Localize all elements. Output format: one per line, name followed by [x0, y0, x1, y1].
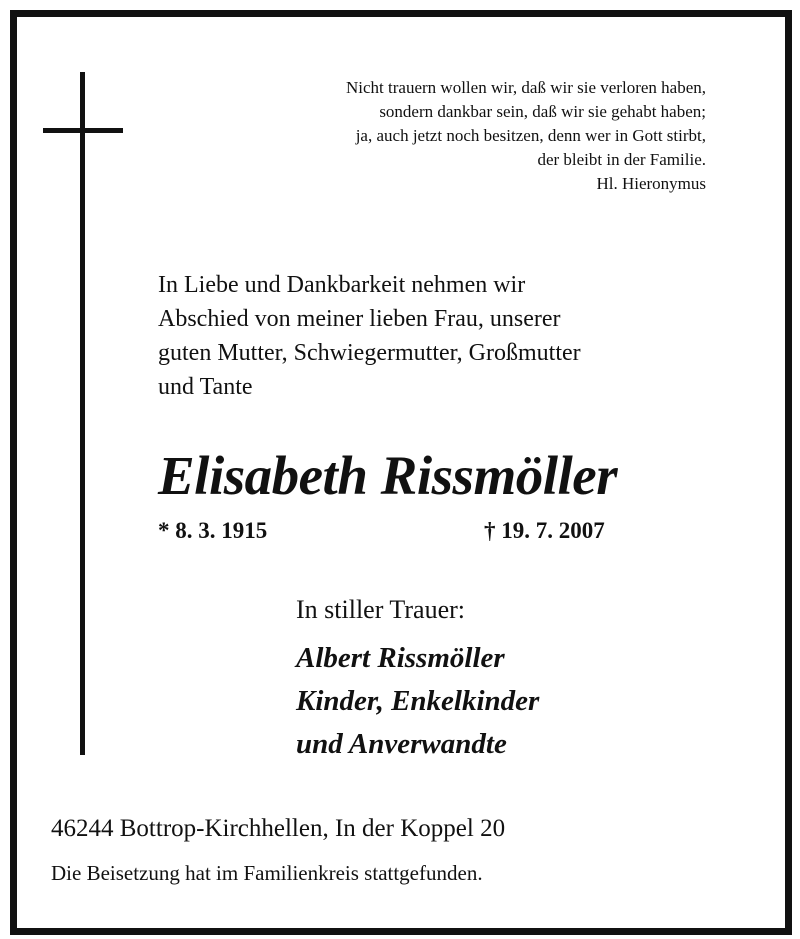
birth-date: * 8. 3. 1915 [158, 518, 268, 543]
intro-text [158, 268, 758, 404]
quote-line: der bleibt in der Familie. [537, 150, 706, 169]
intro-line: guten Mutter, Schwiegermutter, Großmutter [158, 340, 581, 366]
intro-line: und Tante [158, 374, 253, 400]
cross-vertical-bar [80, 72, 85, 755]
deceased-name: Elisabeth Rissmöller [158, 445, 618, 506]
burial-note: Die Beisetzung hat im Familienkreis stattgefunden. [51, 861, 483, 885]
quote-line: ja, auch jetzt noch besitzen, denn wer in Gott stirbt, [355, 126, 706, 145]
family-address: 46244 Bottrop-Kirchhellen, In der Koppel 20 [51, 815, 506, 842]
mourner-line: Albert Rissmöller [296, 642, 505, 674]
mourning-heading: In stiller Trauer: [296, 595, 465, 624]
mourner-line: und Anverwandte [296, 728, 507, 760]
intro-line: In Liebe und Dankbarkeit nehmen wir [158, 272, 526, 298]
memorial-quote [146, 76, 706, 196]
mourner-line: Kinder, Enkelkinder [296, 685, 540, 717]
quote-author: Hl. Hieronymus [596, 174, 706, 193]
quote-line: sondern dankbar sein, daß wir sie gehabt haben; [379, 102, 706, 121]
death-date: † 19. 7. 2007 [484, 518, 605, 543]
cross-horizontal-bar [43, 128, 123, 133]
intro-line: Abschied von meiner lieben Frau, unserer [158, 306, 561, 332]
quote-line: Nicht trauern wollen wir, daß wir sie verloren haben, [346, 78, 706, 97]
mourners-list [296, 637, 539, 766]
